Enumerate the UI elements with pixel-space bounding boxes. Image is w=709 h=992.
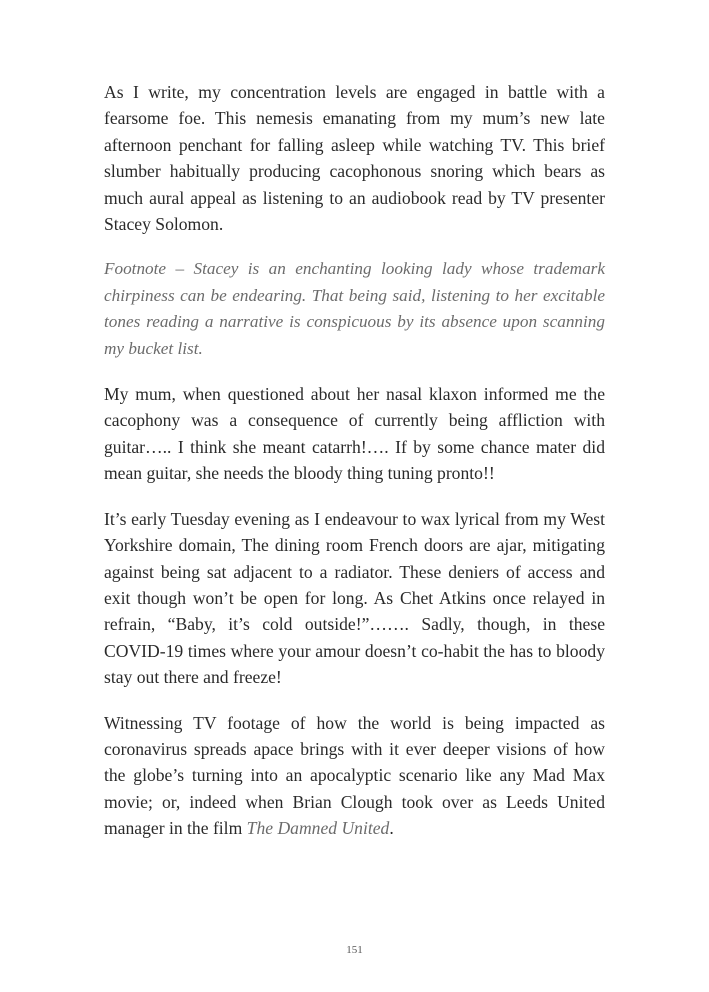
paragraph-5 (104, 710, 605, 842)
paragraph-4: It’s early Tuesday evening as I endeavour to wax lyrical from my West Yorkshire domain, The dining room French doors are ajar, mitigating against being sat adjacent to a radiator. These deniers of access and exit though won’t be open for long. As Chet Atkins once relayed in refrain, “Baby, it’s cold outside!”……. Sadly, though, in these COVID-19 times where your amour doesn’t co-habit the has to bloody stay out there and freeze! (104, 508, 605, 688)
page-body (104, 79, 605, 861)
footnote-paragraph: Footnote – Stacey is an enchanting looking lady whose trademark chirpiness can be endearing. That being said, listening to her excitable tones reading a narrative is conspicuous by its absence upon scanning my bucket list. (104, 259, 605, 358)
paragraph-5-text: Witnessing TV footage of how the world is being impacted as coronavirus spreads apace brings with it ever deeper visions of how the globe’s turning into an apocalyptic scenario like any Mad Max movie; or, indeed when Brian Clough took over as Leeds United manager in the film (104, 712, 605, 839)
film-title: The Damned United (246, 818, 390, 839)
paragraph-3: My mum, when questioned about her nasal klaxon informed me the cacophony was a consequence of currently being affliction with guitar….. I think she meant catarrh!…. If by some chance mater did mean guitar, she needs the bloody thing tuning pronto!! (104, 384, 605, 484)
paragraph-1: As I write, my concentration levels are engaged in battle with a fearsome foe. This nemesis emanating from my mum’s new late afternoon penchant for falling asleep while watching TV. This brief slumber habitually producing cacophonous snoring which bears as much aural appeal as listening to an audiobook read by TV presenter Stacey Solomon. (104, 82, 605, 235)
page-number: 151 (346, 944, 363, 956)
paragraph-5-end: . (389, 818, 394, 839)
